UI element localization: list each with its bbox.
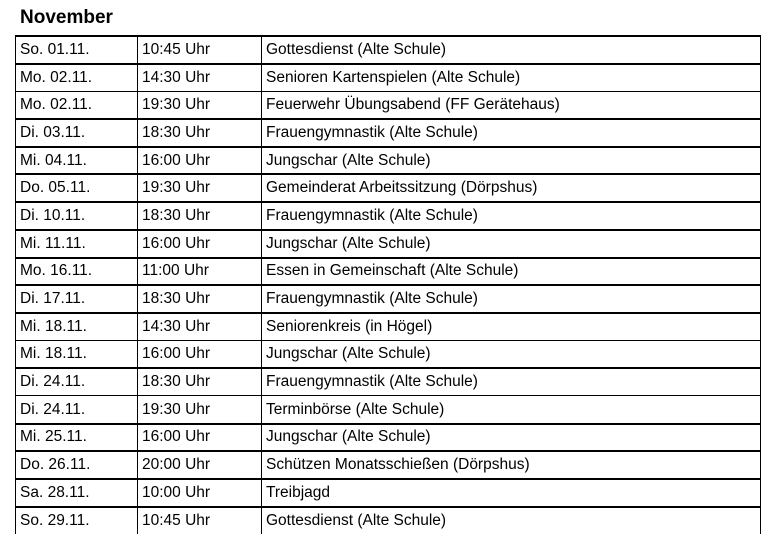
cell-date: Di. 24.11. xyxy=(16,396,138,424)
cell-event: Jungschar (Alte Schule) xyxy=(262,230,761,258)
cell-event: Feuerwehr Übungsabend (FF Gerätehaus) xyxy=(262,91,761,119)
cell-date: Mi. 18.11. xyxy=(16,341,138,369)
schedule-table xyxy=(15,35,761,534)
cell-time: 10:45 Uhr xyxy=(138,36,262,64)
cell-date: Di. 10.11. xyxy=(16,202,138,230)
cell-event: Frauengymnastik (Alte Schule) xyxy=(262,368,761,396)
cell-date: Di. 24.11. xyxy=(16,368,138,396)
table-row xyxy=(16,507,761,535)
cell-date: Mo. 02.11. xyxy=(16,91,138,119)
cell-time: 16:00 Uhr xyxy=(138,341,262,369)
table-row xyxy=(16,36,761,64)
cell-time: 18:30 Uhr xyxy=(138,119,262,147)
cell-event: Jungschar (Alte Schule) xyxy=(262,341,761,369)
cell-time: 16:00 Uhr xyxy=(138,147,262,175)
table-row xyxy=(16,313,761,341)
table-row xyxy=(16,368,761,396)
cell-event: Treibjagd xyxy=(262,479,761,507)
cell-event: Gottesdienst (Alte Schule) xyxy=(262,507,761,535)
cell-time: 16:00 Uhr xyxy=(138,230,262,258)
cell-time: 18:30 Uhr xyxy=(138,368,262,396)
page-title: November xyxy=(20,7,113,28)
table-row xyxy=(16,147,761,175)
table-row xyxy=(16,230,761,258)
cell-time: 11:00 Uhr xyxy=(138,258,262,286)
cell-event: Frauengymnastik (Alte Schule) xyxy=(262,202,761,230)
table-row xyxy=(16,285,761,313)
cell-time: 10:45 Uhr xyxy=(138,507,262,535)
cell-time: 19:30 Uhr xyxy=(138,396,262,424)
cell-time: 14:30 Uhr xyxy=(138,64,262,92)
schedule-body xyxy=(16,36,761,534)
cell-time: 14:30 Uhr xyxy=(138,313,262,341)
cell-time: 19:30 Uhr xyxy=(138,174,262,202)
cell-event: Jungschar (Alte Schule) xyxy=(262,147,761,175)
table-row xyxy=(16,396,761,424)
table-row xyxy=(16,479,761,507)
cell-time: 10:00 Uhr xyxy=(138,479,262,507)
cell-time: 19:30 Uhr xyxy=(138,91,262,119)
cell-event: Jungschar (Alte Schule) xyxy=(262,424,761,452)
cell-time: 16:00 Uhr xyxy=(138,424,262,452)
cell-date: Mi. 18.11. xyxy=(16,313,138,341)
cell-event: Terminbörse (Alte Schule) xyxy=(262,396,761,424)
table-row xyxy=(16,341,761,369)
cell-date: Do. 05.11. xyxy=(16,174,138,202)
cell-date: So. 29.11. xyxy=(16,507,138,535)
cell-date: Mo. 16.11. xyxy=(16,258,138,286)
table-row xyxy=(16,64,761,92)
table-row xyxy=(16,424,761,452)
table-row xyxy=(16,451,761,479)
cell-date: Mi. 04.11. xyxy=(16,147,138,175)
cell-event: Senioren Kartenspielen (Alte Schule) xyxy=(262,64,761,92)
cell-event: Essen in Gemeinschaft (Alte Schule) xyxy=(262,258,761,286)
cell-time: 20:00 Uhr xyxy=(138,451,262,479)
cell-event: Seniorenkreis (in Högel) xyxy=(262,313,761,341)
cell-date: So. 01.11. xyxy=(16,36,138,64)
cell-event: Frauengymnastik (Alte Schule) xyxy=(262,119,761,147)
cell-date: Mi. 11.11. xyxy=(16,230,138,258)
cell-date: Sa. 28.11. xyxy=(16,479,138,507)
cell-event: Frauengymnastik (Alte Schule) xyxy=(262,285,761,313)
cell-date: Mo. 02.11. xyxy=(16,64,138,92)
cell-event: Schützen Monatsschießen (Dörpshus) xyxy=(262,451,761,479)
cell-event: Gemeinderat Arbeitssitzung (Dörpshus) xyxy=(262,174,761,202)
table-row xyxy=(16,119,761,147)
cell-date: Di. 17.11. xyxy=(16,285,138,313)
table-row xyxy=(16,202,761,230)
cell-date: Mi. 25.11. xyxy=(16,424,138,452)
table-row xyxy=(16,258,761,286)
cell-date: Di. 03.11. xyxy=(16,119,138,147)
table-row xyxy=(16,174,761,202)
cell-event: Gottesdienst (Alte Schule) xyxy=(262,36,761,64)
table-row xyxy=(16,91,761,119)
cell-time: 18:30 Uhr xyxy=(138,202,262,230)
cell-date: Do. 26.11. xyxy=(16,451,138,479)
cell-time: 18:30 Uhr xyxy=(138,285,262,313)
